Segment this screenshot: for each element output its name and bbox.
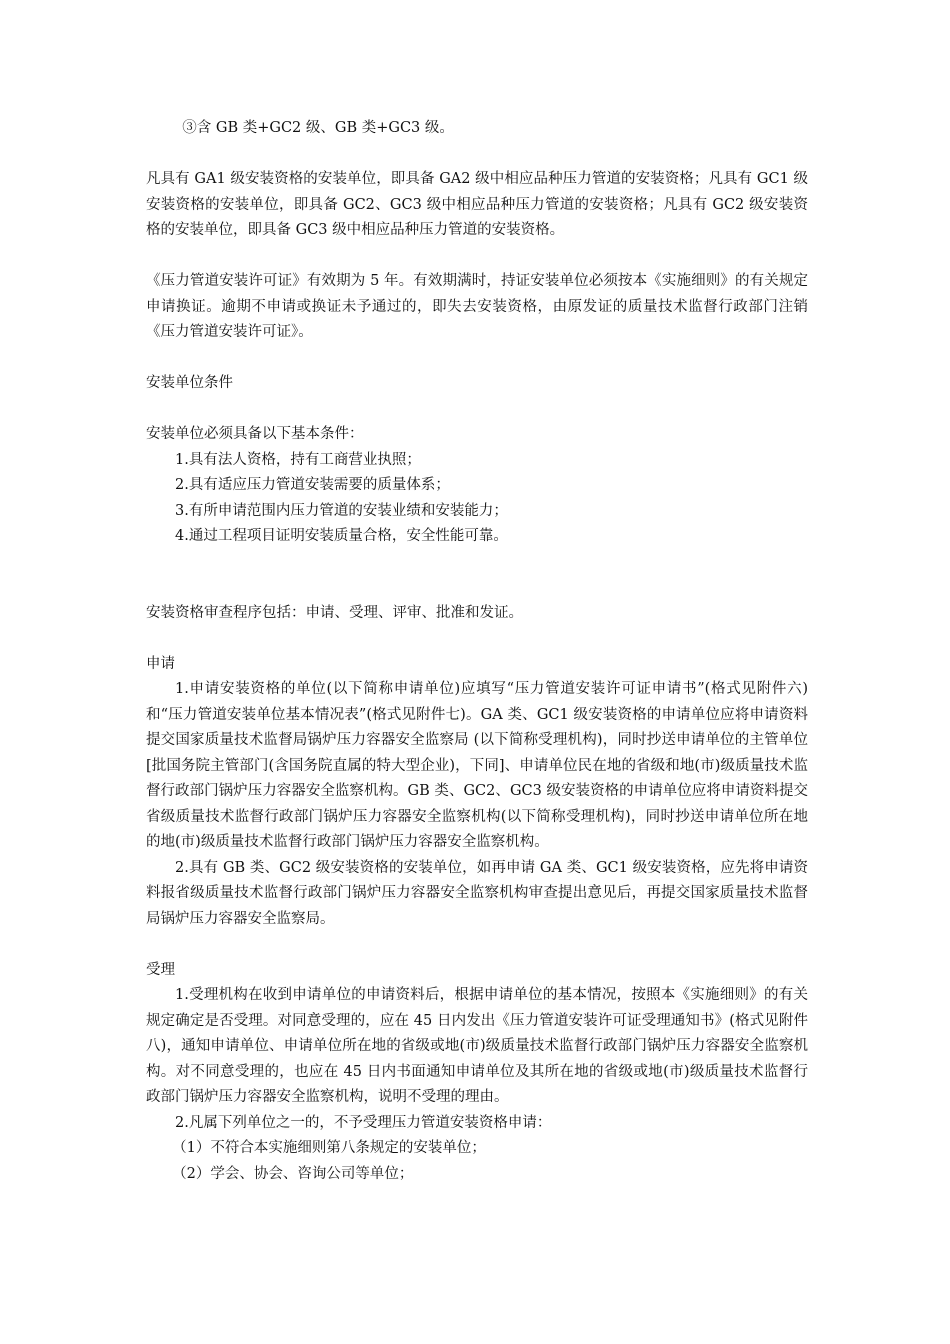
accept-item: （2）学会、协会、咨询公司等单位； (172, 1165, 414, 1182)
spacer (146, 932, 808, 958)
apply-paragraph-1: 1.申请安装资格的单位(以下简称申请单位)应填写“压力管道安装许可证申请书”(格式见附件六)和“压力管道安装单位基本情况表”(格式见附件七)。GA 类、GC1 级安装资格的申请单位应将申请资料提交国家质量技术监督局锅炉压力容器安全监察局 (以下简称受理机构)，同时抄送申请单位的主管单位[批国务院主管部门(含国务院直属的特大型企业)，下同]、申请单位民在地的省级和地(市)级质量技术监督行政部门锅炉压力容器安全监察机构。GB 类、GC2、GC3 级安装资格的申请单位应将申请资料提交省级质量技术监督行政部门锅炉压力容器安全监察机构(以下简称受理机构)，同时抄送申请单位所在地的地(市)级质量技术监督行政部门锅炉压力容器安全监察机构。 (146, 681, 808, 850)
qualification-paragraph: 凡具有 GA1 级安装资格的安装单位，即具备 GA2 级中相应品种压力管道的安装资格；凡具有 GC1 级安装资格的安装单位，即具备 GC2、GC3 级中相应品种压力管道的安装资格；凡具有 GC2 级安装资格的安装单位，即具备 GC3 级中相应品种压力管道的安装资格。 (146, 171, 808, 238)
spacer (146, 626, 808, 652)
heading-accept: 受理 (146, 961, 175, 978)
accept-item: （1）不符合本实施细则第八条规定的安装单位； (172, 1140, 486, 1156)
validity-paragraph: 《压力管道安装许可证》有效期为 5 年。有效期满时，持证安装单位必须按本《实施细则》的有关规定申请换证。逾期不申请或换证未予通过的，即失去安装资格，由原发证的质量技术监督行政部门注销《压力管道安装许可证》。 (146, 273, 808, 340)
condition-item: 3.有所申请范围内压力管道的安装业绩和安装能力； (175, 502, 508, 519)
spacer (146, 550, 808, 601)
document-page (146, 116, 808, 1187)
spacer (146, 244, 808, 270)
spacer (146, 397, 808, 423)
accept-paragraph-2: 2.凡属下列单位之一的，不予受理压力管道安装资格申请： (175, 1114, 552, 1131)
heading-conditions: 安装单位条件 (146, 375, 233, 391)
heading-apply: 申请 (146, 655, 175, 672)
apply-paragraph-2: 2.具有 GB 类、GC2 级安装资格的安装单位，如再申请 GA 类、GC1 级安装资格，应先将申请资料报省级质量技术监督行政部门锅炉压力容器安全监察机构审查提出意见后，再提交国家质量技术监督局锅炉压力容器安全监察局。 (146, 859, 808, 927)
gb-gc-line: ③含 GB 类+GC2 级、GB 类+GC3 级。 (182, 120, 454, 136)
procedure-paragraph: 安装资格审查程序包括：申请、受理、评审、批准和发证。 (146, 604, 523, 621)
spacer (146, 346, 808, 372)
condition-item: 4.通过工程项目证明安装质量合格，安全性能可靠。 (175, 528, 508, 544)
spacer (146, 142, 808, 168)
condition-item: 1.具有法人资格，持有工商营业执照； (175, 451, 421, 468)
conditions-intro: 安装单位必须具备以下基本条件： (146, 426, 364, 442)
accept-paragraph-1: 1.受理机构在收到申请单位的申请资料后，根据申请单位的基本情况，按照本《实施细则》的有关规定确定是否受理。对同意受理的，应在 45 日内发出《压力管道安装许可证受理通知书》(格式见附件八)，通知申请单位、申请单位所在地的省级或地(市)级质量技术监督行政部门锅炉压力容器安全监察机构。对不同意受理的，也应在 45 日内书面通知申请单位及其所在地的省级或地(市)级质量技术监督行政部门锅炉压力容器安全监察机构，说明不受理的理由。 (146, 987, 808, 1105)
condition-item: 2.具有适应压力管道安装需要的质量体系； (175, 477, 450, 493)
